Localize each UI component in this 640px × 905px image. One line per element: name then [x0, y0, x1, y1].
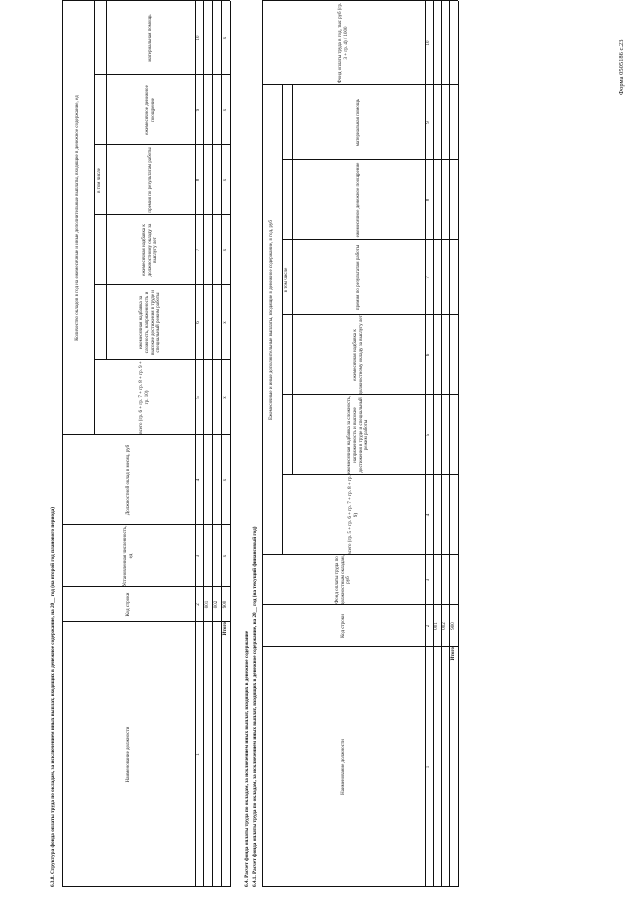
header-fund: Фонд оплаты труда по должностным окладам, руб: [334, 555, 352, 605]
header-group: Количество окладов в год на ежемесячные и иные дополнительные выплаты, входящие в денежное содержание, ед: [75, 95, 81, 341]
column-number: 10: [196, 35, 202, 41]
table-cell[interactable]: [212, 435, 221, 525]
column-number: 4: [196, 478, 202, 482]
table-cell[interactable]: [433, 475, 441, 555]
header-c8: премия по результатам работы: [147, 147, 153, 213]
total-code[interactable]: 900: [223, 600, 228, 609]
header-c7: ежемесячная надбавка к должностному окладу за выслугу лет: [141, 223, 159, 277]
table-cell[interactable]: [212, 75, 221, 145]
column-number: 5: [426, 433, 432, 437]
table-cell[interactable]: [203, 75, 212, 145]
total-cell[interactable]: [449, 1, 458, 85]
column-number: 3: [196, 554, 202, 558]
header-total: всего (гр. 6 + гр. 7 + гр. 8 + гр. 9 + гр. 10): [138, 361, 150, 434]
column-number: 1: [426, 765, 432, 769]
header-c7: премия по результатам работы: [355, 244, 361, 311]
header-code: Код строки: [125, 592, 131, 617]
row-name-cell[interactable]: [433, 647, 441, 887]
total-cell[interactable]: [449, 315, 458, 395]
table-cell[interactable]: [212, 145, 221, 215]
table-cell[interactable]: [212, 285, 221, 360]
row-code[interactable]: 001: [205, 600, 210, 609]
table-cell[interactable]: [203, 1, 212, 75]
row-name-cell[interactable]: [441, 647, 449, 887]
total-cell[interactable]: x: [223, 396, 228, 399]
total-cell[interactable]: [449, 555, 458, 605]
table-cell[interactable]: [203, 525, 212, 587]
total-cell[interactable]: x: [223, 554, 228, 558]
total-label[interactable]: Итого: [223, 622, 228, 636]
table-rule: [230, 1, 231, 887]
header-incl: в том числе: [284, 267, 290, 293]
total-cell[interactable]: [449, 85, 458, 160]
header-incl: в том числе: [97, 168, 103, 193]
total-cell[interactable]: x: [223, 248, 228, 252]
row-code[interactable]: 002: [214, 600, 219, 609]
table-cell[interactable]: [441, 85, 449, 160]
header-c6: ежемесячная надбавка к должностному окладу за выслугу лет: [352, 315, 364, 395]
table-cell[interactable]: [433, 395, 441, 475]
table-cell[interactable]: [433, 240, 441, 315]
table-cell[interactable]: [212, 215, 221, 285]
table-cell[interactable]: [433, 555, 441, 605]
header-c9: материальная помощь: [355, 98, 361, 147]
table-cell[interactable]: [441, 475, 449, 555]
header-code: Код строки: [340, 614, 346, 638]
column-number: 7: [196, 248, 202, 252]
table-cell[interactable]: [433, 1, 441, 85]
table-cell[interactable]: [441, 555, 449, 605]
total-cell[interactable]: x: [223, 178, 228, 182]
header-c10: Фонд оплаты труда в год, тыс руб (гр. 3 + гр. 4) / 1000: [337, 2, 349, 84]
column-number: 7: [426, 276, 432, 279]
table-cell[interactable]: [212, 1, 221, 75]
column-number: 1: [196, 753, 202, 756]
table-cell[interactable]: [212, 525, 221, 587]
header-name: Наименование должности: [125, 726, 131, 783]
header-staff: Установленная численность, ед: [122, 525, 134, 587]
total-cell[interactable]: x: [223, 36, 228, 40]
total-cell[interactable]: x: [223, 478, 228, 482]
section-caption: 6.3.8. Структура фонда оплаты труда по окладам, за исключением иных выплат, входящих в денежное содержание, на 20__ год (на второй год планового периода): [50, 507, 56, 887]
table-cell[interactable]: [441, 240, 449, 315]
table-cell[interactable]: [203, 360, 212, 435]
column-number: 2: [426, 624, 432, 628]
row-name-cell[interactable]: [203, 622, 212, 887]
table-cell[interactable]: [203, 435, 212, 525]
form-code-label: Форма 0505186 с.23: [618, 39, 625, 95]
table-cell[interactable]: [433, 85, 441, 160]
header-c9: ежемесячное денежное поощрение: [144, 85, 156, 135]
column-number: 3: [426, 578, 432, 582]
section-caption: 6.4.1. Расчет фонда оплаты труда по окладам, за исключением иных выплат, входящих в денежное содержание, на 20__ год (на текущий финансовый год): [252, 526, 258, 887]
table-cell[interactable]: [212, 360, 221, 435]
table-cell[interactable]: [433, 160, 441, 240]
table-cell[interactable]: [203, 145, 212, 215]
column-number: 6: [426, 353, 432, 357]
table-cell[interactable]: [203, 285, 212, 360]
total-code[interactable]: 900: [451, 622, 456, 630]
total-cell[interactable]: [449, 160, 458, 240]
column-number: 8: [426, 198, 432, 202]
column-number: 9: [426, 121, 432, 124]
total-label[interactable]: Итого: [451, 647, 456, 661]
table-cell[interactable]: [441, 395, 449, 475]
header-c10: материальная помощь: [147, 14, 153, 62]
header-c5: ежемесячная надбавка за сложность, напряженность и высокие достижения в труде и специальный режим работы: [347, 395, 370, 475]
table-cell[interactable]: [441, 1, 449, 85]
column-number: 10: [426, 40, 432, 46]
total-cell[interactable]: [449, 475, 458, 555]
column-number: 4: [426, 513, 432, 517]
column-number: 6: [196, 321, 202, 324]
total-cell[interactable]: x: [223, 108, 228, 112]
table-cell[interactable]: [441, 160, 449, 240]
total-cell[interactable]: x: [223, 321, 228, 324]
header-name: Наименование должности: [340, 739, 346, 795]
row-name-cell[interactable]: [212, 622, 221, 887]
header-group: Ежемесячные и иные дополнительные выплаты, входящие в денежное содержание, в год, руб: [269, 220, 275, 420]
row-code[interactable]: 001: [434, 622, 439, 630]
table-cell[interactable]: [441, 315, 449, 395]
header-salary: Должностной оклад в месяц, руб: [125, 444, 131, 516]
table-cell[interactable]: [433, 315, 441, 395]
table-cell[interactable]: [203, 215, 212, 285]
row-code[interactable]: 002: [442, 622, 447, 630]
column-number: 9: [196, 108, 202, 112]
total-cell[interactable]: [449, 395, 458, 475]
column-number: 5: [196, 396, 202, 399]
column-number: 8: [196, 178, 202, 182]
table-rule: [458, 1, 459, 887]
section-caption: 6.4. Расчет фонда оплаты труда по окладам, за исключением иных выплат, входящих в денежное содержание: [244, 630, 250, 887]
total-cell[interactable]: [449, 240, 458, 315]
header-c8: ежемесячное денежное поощрение: [355, 162, 361, 238]
header-total: всего (гр. 5 + гр. 6 + гр. 7 + гр. 8 + гр. 9): [347, 475, 359, 555]
column-number: 2: [196, 603, 202, 606]
header-c6: ежемесячная надбавка за сложность, напряженность и высокие достижения в труде и специальный режим работы: [139, 290, 162, 355]
